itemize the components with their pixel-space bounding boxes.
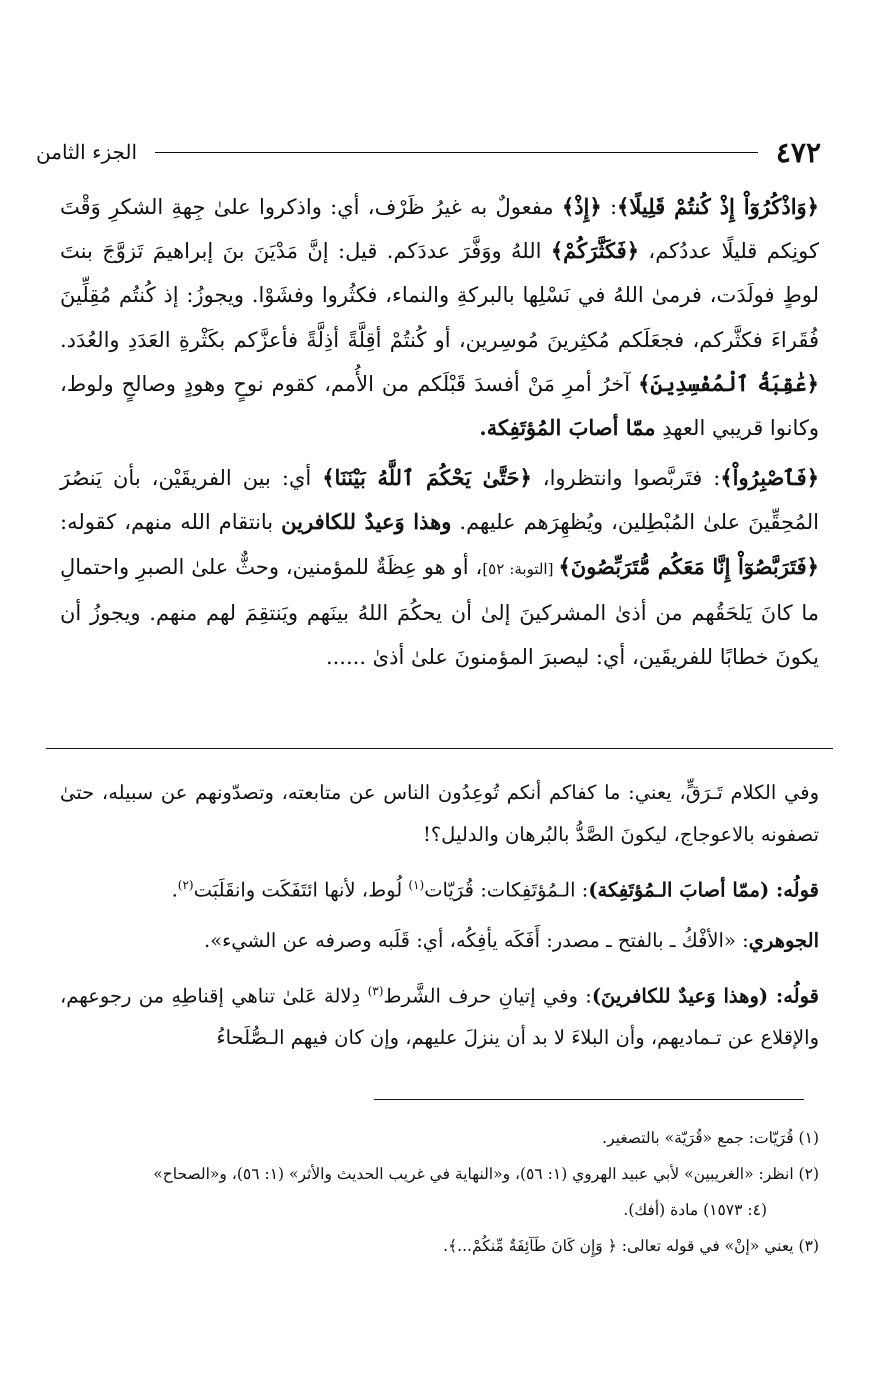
main-paragraph-2 — [60, 456, 819, 679]
text-run: : «الأفْكُ ـ بالفتح ـ مصدر: أَفَكَه يأفِكُه، أي: قَلَبه وصرفه عن الشيء». — [204, 928, 749, 952]
quran-quote: ﴿وَاذْكُرُوٓاْ إِذْ كُنتُمْ قَلِيلًا﴾ — [617, 194, 819, 219]
text-run: : — [601, 195, 618, 219]
quran-quote: ﴿عَٰقِبَةُ ٱلْمُفْسِدِينَ﴾ — [638, 370, 819, 396]
quran-quote: ﴿فَتَرَبَّصُوٓاْ إِنَّا مَعَكُم مُّتَرَبِّصُونَ﴾ — [558, 553, 819, 579]
footnote-2: (٢) انظر: «الغريبين» لأبي عبيد الهروي (١: ٥٦)، و«النهاية في غريب الحديث والأثر» (١: ٥٦)، و«الصحاح» — [153, 1165, 819, 1183]
footnotes — [60, 1120, 819, 1264]
footnote-2-continued: (٤: ١٥٧٣) مادة (أفك). — [623, 1201, 767, 1219]
text-run: دِلالة عَلىٰ تناهي إقناطِهِ من رجوعهم، والإقلاع عن تـماديهم، وأن البلاءَ لا بد أن ينزلَ عليهم، وإن كان فيهم الـصُّلَحاءُ — [60, 984, 819, 1049]
text-run: ، أو هو عِظَةٌ للمؤمنين، وحثٌّ علىٰ الصبرِ واحتمالِ ما كانَ يَلحَقُهم من أذىٰ المشركينَ إلىٰ أن يحكُمَ اللهُ بينَهم ويَنتقِمَ لهم منهم. ويجوزُ أن يكونَ خطابًا للفريقَين، أي: ليصبرَ المؤمنونَ علىٰ أذىٰ ...... — [60, 554, 819, 670]
bold-lemma: وهذا وَعيدٌ للكافرين — [281, 509, 452, 535]
footnote-3: (٣) يعني «إنْ» في قوله تعالى: ﴿ وَإِن كَانَ طَآئِفَةٌ مِّنكُمْ...﴾. — [443, 1237, 819, 1255]
text-run: . — [171, 878, 178, 902]
footnote-1: (١) قُرَيّات: جمع «قُرَيّة» بالتصغير. — [602, 1129, 819, 1147]
bold-lemma: ممّا أصابَ المُؤتَفِكة. — [479, 415, 656, 441]
quran-quote: ﴿فَٱصْبِرُواْ﴾ — [720, 465, 820, 491]
quran-quote: ﴿فَكَثَّرَكُمْ﴾ — [550, 238, 640, 264]
main-paragraph-1 — [60, 185, 819, 450]
bold-lemma: قولُه: (ممّا أصابَ الـمُؤتَفِكة) — [588, 878, 819, 902]
page-number: ٤٧٢ — [775, 135, 821, 169]
text-run: مفعولٌ به غيرُ ظَرْف، أي: واذكروا علىٰ جِهةِ الشكرِ وَقْتَ كونِكم قليلًا عددُكم، — [60, 195, 819, 264]
bold-lemma: الجوهري — [748, 928, 819, 952]
main-text — [60, 185, 819, 679]
text-run: اللهُ ووَفَّرَ عددَكم. قيل: إنَّ مَدْيَنَ بنَ إبراهيمَ تَزوَّجَ بنتَ لوطٍ فولَدَت، فرمىٰ اللهُ في نَسْلِها بالبركةِ والنماء، فكثُروا وفشَوْا. ويجوزُ: إذ كُنتُم مُقِلِّينَ فُقَراءَ فكثَّركم، فجعَلَكم مُكثِرينَ مُوسِرين، أو كُنتُمْ أقِلَّةً أذِلَّةً فأعزَّكم بكَثْرةِ العَدَدِ والعُدَد. — [60, 239, 819, 352]
text-run: أي: بين الفريقَيْن، بأن يَنصُرَ المُحِقِّينَ علىٰ المُبْطِلين، ويُظهِرَهم عليهم. — [60, 466, 819, 535]
text-run: : وفي إتيانِ حرف الشَّرط — [383, 984, 592, 1007]
text-run: بانتقام الله منهم، كقوله: — [60, 510, 282, 535]
text-run: آخرُ أمرِ مَنْ أفسدَ قَبْلَكم من الأُمم، كقوم نوحٍ وهودٍ وصالحٍ ولوط، وكانوا قريبي العهدِ — [60, 371, 819, 441]
quran-quote: ﴿إِذْ﴾ — [561, 194, 602, 219]
commentary-paragraph-3 — [60, 920, 819, 962]
commentary — [60, 772, 819, 1059]
text-run: لُوط، لأنها ائتَفَكَت وانقَلَبَت — [193, 878, 409, 902]
quran-quote: ﴿حَتَّىٰ يَحْكُمَ ٱللَّهُ بَيْنَنَا﴾ — [322, 465, 532, 491]
running-title: الجزء الثامن — [36, 140, 138, 164]
text-run: : فتَربَّصوا وانتظروا، — [531, 466, 721, 491]
main-divider — [46, 748, 833, 749]
header-rule — [155, 152, 758, 153]
bold-lemma: قولُه: (وهذا وَعيدٌ للكافرينَ) — [591, 984, 820, 1007]
commentary-paragraph-4 — [60, 970, 819, 1060]
commentary-paragraph-1: وفي الكلام تَـرَقٍّ، يعني: ما كفاكم أنكم تُوعِدُون الناس عن متابعته، وتصدّونهم عن سبيله، حتىٰ تصفونه بالاعوجاج، ليكونَ الصَّدُّ بالبُرهان والدليل؟! — [60, 781, 819, 846]
text-run: : الـمُؤتَفِكات: قُرَيّات — [424, 878, 589, 902]
footnote-marker: (٣) — [367, 983, 384, 998]
footnote-divider — [374, 1099, 804, 1100]
verse-reference: [التوبة: ٥٢] — [482, 559, 559, 578]
footnote-marker: (٢) — [177, 878, 194, 892]
page-header — [36, 132, 821, 172]
footnote-marker: (١) — [408, 878, 425, 892]
commentary-paragraph-2 — [60, 864, 819, 912]
